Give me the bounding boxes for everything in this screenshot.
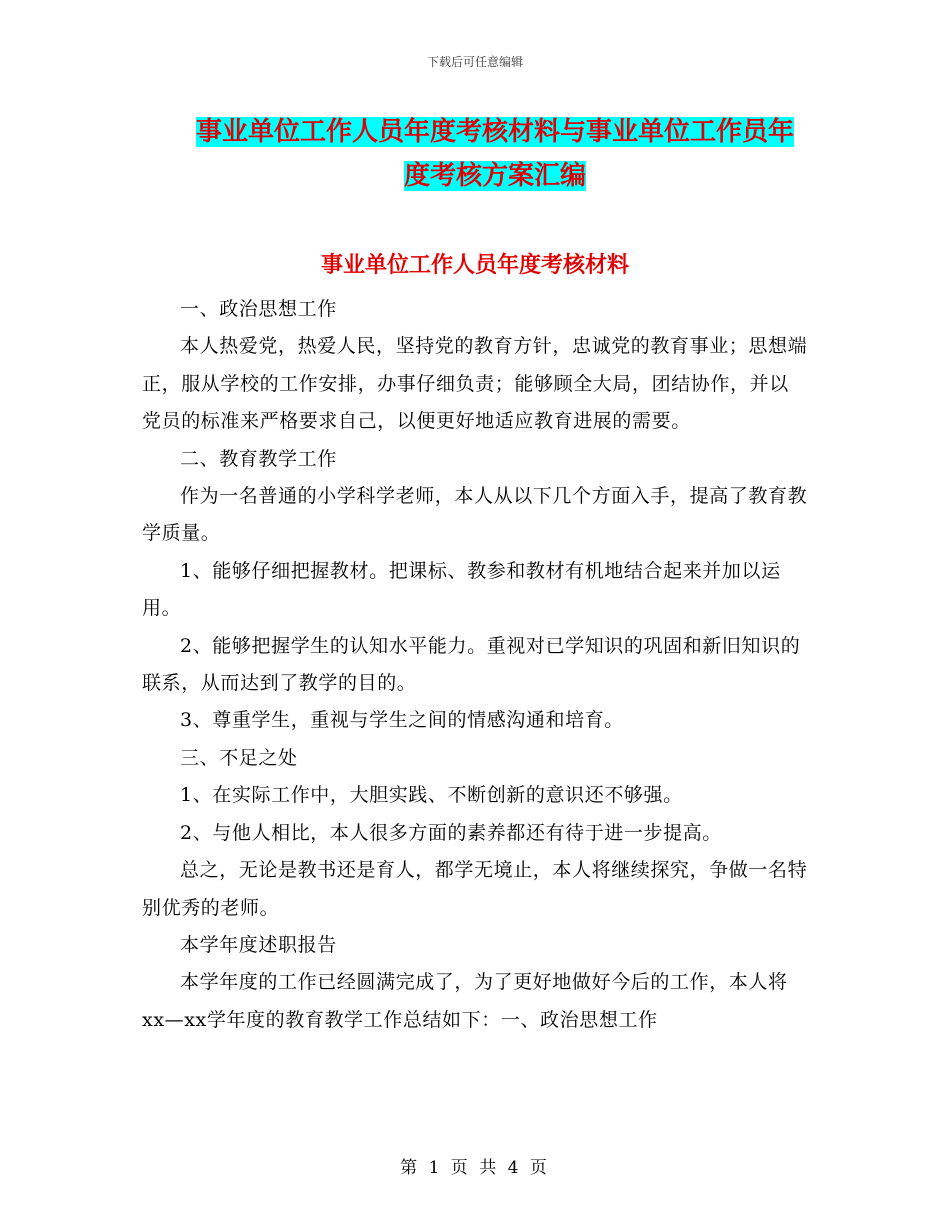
document-title-line-2: 度考核方案汇编 [403, 161, 586, 191]
paragraph: 1、能够仔细把握教材。把课标、教参和教材有机地结合起来并加以运用。 [142, 559, 781, 620]
paragraph: 3、尊重学生，重视与学生之间的情感沟通和培育。 [180, 709, 624, 732]
document-title-line-1: 事业单位工作人员年度考核材料与事业单位工作员年 [195, 117, 794, 147]
paragraph: 本人热爱党，热爱人民，坚持党的教育方针，忠诚党的教育事业；思想端正，服从学校的工作安排，办事仔细负责；能够顾全大局，团结协作，并以党员的标准来严格要求自己，以便更好地适应教育进展的需要。 [142, 335, 808, 433]
page-footer: 第 1 页 共 4 页 [400, 1158, 550, 1178]
paragraph: 二、教育教学工作 [180, 447, 337, 470]
paragraph: 本学年度述职报告 [180, 933, 337, 956]
paragraph: 作为一名普通的小学科学老师，本人从以下几个方面入手，提高了教育教学质量。 [142, 485, 808, 545]
document-body [142, 291, 808, 1039]
paragraph: 本学年度的工作已经圆满完成了，为了更好地做好今后的工作，本人将xx—xx学年度的教育教学工作总结如下：一、政治思想工作 [142, 971, 788, 1031]
document-title [140, 110, 850, 198]
header-note: 下载后可任意编辑 [426, 55, 523, 69]
paragraph: 1、在实际工作中，大胆实践、不断创新的意识还不够强。 [180, 784, 683, 807]
paragraph: 2、能够把握学生的认知水平能力。重视对已学知识的巩固和新旧知识的联系，从而达到了教学的目的。 [142, 634, 801, 695]
paragraph: 2、与他人相比，本人很多方面的素养都还有待于进一步提高。 [180, 821, 722, 844]
section-title: 事业单位工作人员年度考核材料 [320, 253, 629, 278]
paragraph: 三、不足之处 [180, 746, 298, 769]
paragraph: 一、政治思想工作 [180, 298, 337, 320]
paragraph: 总之，无论是教书还是育人，都学无境止，本人将继续探究，争做一名特别优秀的老师。 [142, 859, 808, 919]
